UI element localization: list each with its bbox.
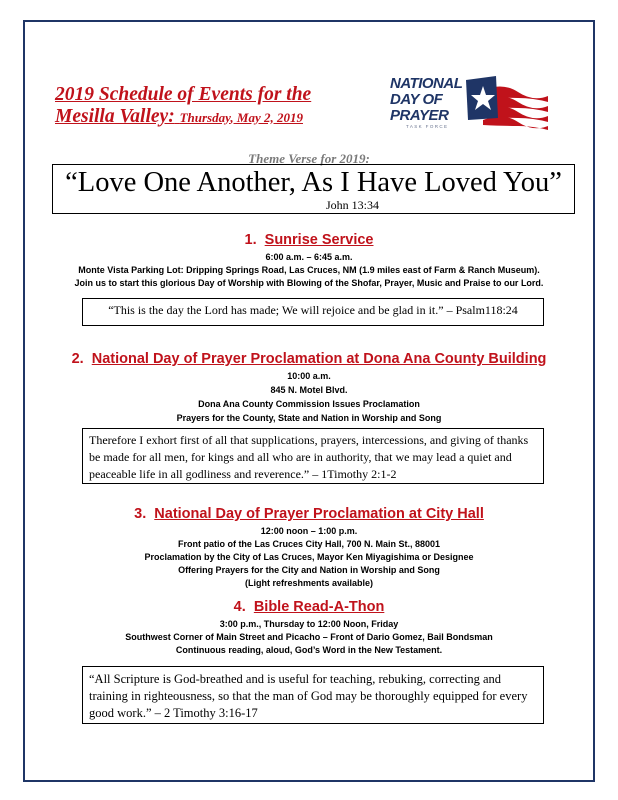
event-day: Thursday xyxy=(179,110,231,125)
event-2-proclamation: Dona Ana County Commission Issues Proclamation xyxy=(198,399,420,409)
event-3-location: Front patio of the Las Cruces City Hall, 700 N. Main St., 88001 xyxy=(177,539,441,549)
event-4-title: Bible Read-A-Thon xyxy=(253,599,385,615)
logo-subtitle: TASK FORCE xyxy=(406,124,449,129)
title-line-2: Mesilla Valley: xyxy=(55,106,175,127)
event-2-time: 10:00 a.m. xyxy=(287,371,331,381)
national-day-of-prayer-logo xyxy=(388,68,548,148)
page-title xyxy=(55,84,311,129)
event-4-heading xyxy=(0,599,618,615)
event-2-number: 2. xyxy=(71,351,84,367)
event-4-location: Southwest Corner of Main Street and Picacho – Front of Dario Gomez, Bail Bondsman xyxy=(125,632,493,642)
title-line-1: 2019 Schedule of Events for the xyxy=(55,84,312,105)
event-3-refreshments: (Light refreshments available) xyxy=(244,578,374,588)
event-2-quote: Therefore I exhort first of all that supplications, prayers, intercessions, and giving of thanks be made for all men, for kings and all who are in authority, that we may lead a quiet and peaceable life in all godliness and reverence.” – 1Timothy 2:1-2 xyxy=(82,428,544,484)
logo-line-3: PRAYER xyxy=(390,107,449,124)
event-4-time: 3:00 p.m., Thursday to 12:00 Noon, Friday xyxy=(219,619,399,629)
event-3-time: 12:00 noon – 1:00 p.m. xyxy=(260,526,358,536)
theme-label: Theme Verse for 2019: xyxy=(248,151,370,166)
event-3-proclamation: Proclamation by the City of Las Cruces, Mayor Ken Miyagishima or Designee xyxy=(144,552,474,562)
event-4-description: Continuous reading, aloud, God’s Word in the New Testament. xyxy=(175,645,443,655)
event-1-heading xyxy=(0,232,618,248)
theme-verse: “Love One Another, As I Have Loved You” xyxy=(65,167,562,198)
event-3-number: 3. xyxy=(134,506,147,522)
event-4-number: 4. xyxy=(233,599,246,615)
event-1-title: Sunrise Service xyxy=(264,232,374,248)
event-2-prayers: Prayers for the County, State and Nation in Worship and Song xyxy=(176,413,442,423)
event-1-location: Monte Vista Parking Lot: Dripping Springs Road, Las Cruces, NM (1.9 miles east of Farm & Ranch Museum). xyxy=(78,265,540,275)
event-date xyxy=(180,110,303,125)
event-4-quote: “All Scripture is God-breathed and is useful for teaching, rebuking, correcting and training in righteousness, so that the man of God may be thoroughly equipped for every good work.” – 2 Timothy 3:16-17 xyxy=(82,666,544,724)
event-1-time: 6:00 a.m. – 6:45 a.m. xyxy=(265,252,353,262)
event-3-title: National Day of Prayer Proclamation at City Hall xyxy=(154,506,484,522)
event-2-title: National Day of Prayer Proclamation at Dona Ana County Building xyxy=(91,351,547,367)
logo-line-1: NATIONAL xyxy=(390,75,463,92)
event-2-address: 845 N. Motel Blvd. xyxy=(270,385,348,395)
event-1-number: 1. xyxy=(244,232,257,248)
event-3-heading xyxy=(0,506,618,522)
event-3-prayers: Offering Prayers for the City and Nation in Worship and Song xyxy=(178,565,440,575)
theme-verse-box xyxy=(52,164,575,214)
event-2-heading xyxy=(0,351,618,367)
theme-reference: John 13:34 xyxy=(325,198,379,212)
event-date-text: , May 2, 2019 xyxy=(230,110,303,125)
event-1-quote: “This is the day the Lord has made; We will rejoice and be glad in it.” – Psalm118:24 xyxy=(82,298,544,326)
logo-line-2: DAY OF xyxy=(390,91,443,108)
event-1-description: Join us to start this glorious Day of Worship with Blowing of the Shofar, Prayer, Music and Praise to our Lord. xyxy=(74,278,544,288)
